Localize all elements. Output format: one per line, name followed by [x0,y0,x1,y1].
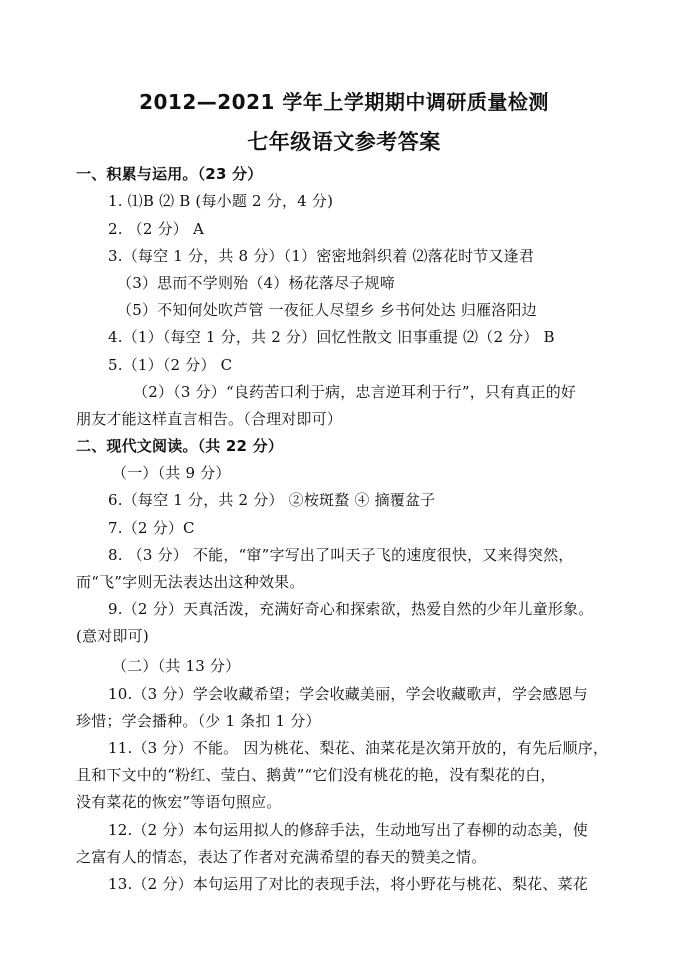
answer-line: (意对即可) [76,627,149,645]
answer-line: 9.（2 分）天真活泼，充满好奇心和探索欲，热爱自然的少年儿童形象。 [108,600,594,618]
answer-line: 且和下文中的“粉红、莹白、鹅黄”“它们没有桃花的艳，没有梨花的白， [76,766,556,784]
answer-line: 3.（每空 1 分，共 8 分）（1）密密地斜织着 ⑵落花时节又逢君 [108,247,535,265]
answer-line: 1. ⑴B ⑵ B (每小题 2 分，4 分) [108,192,334,210]
answer-line: 7.（2 分）C [108,519,195,537]
answer-line: 5.（1）（2 分） C [108,356,233,374]
answer-line: 6.（每空 1 分，共 2 分） ②桉斑蝥 ④ 摘覆盆子 [108,491,436,509]
answer-line: （3）思而不学则殆（4）杨花落尽子规啼 [117,274,395,292]
answer-line: （5）不知何处吹芦管 一夜征人尽望乡 乡书何处达 归雁洛阳边 [117,301,537,319]
answer-line: （2）（3 分）“良药苦口利于病，忠言逆耳利于行”，只有真正的好 [133,383,577,401]
answer-line: 10.（3 分）学会收藏希望；学会收藏美丽，学会收藏歌声，学会感恩与 [108,685,588,703]
answer-line: 而“飞”字则无法表达出这种效果。 [76,573,305,591]
subsection-heading: （一）（共 9 分） [112,464,231,482]
answer-line: 13.（2 分）本句运用了对比的表现手法，将小野花与桃花、梨花、菜花 [108,875,588,893]
answer-line: 没有菜花的恢宏”等语句照应。 [76,793,282,811]
document-subtitle: 七年级语文参考答案 [247,130,441,154]
answer-line: 11.（3 分）不能。 因为桃花、梨花、油菜花是次第开放的，有先后顺序， [108,739,609,757]
document-title: 2012—2021 学年上学期期中调研质量检测 [139,90,549,114]
answer-line: 8. （3 分） 不能，“窜”字写出了叫天子飞的速度很快，又来得突然， [108,546,574,564]
section-heading: 二、现代文阅读。（共 22 分） [76,437,284,455]
subsection-heading: （二）（共 13 分） [112,657,241,675]
answer-line: 4.（1）（每空 1 分，共 2 分）回忆性散文 旧事重提 ⑵（2 分） B [108,328,555,346]
answer-line: 2. （2 分） A [108,220,204,238]
answer-line: 12.（2 分）本句运用拟人的修辞手法，生动地写出了春柳的动态美，使 [108,821,588,839]
answer-line: 朋友才能这样直言相告。（合理对即可） [76,410,343,428]
answer-line: 之富有人的情态，表达了作者对充满希望的春天的赞美之情。 [76,848,487,866]
section-heading: 一、积累与运用。（23 分） [76,165,263,183]
answer-line: 珍惜；学会播种。（少 1 条扣 1 分） [76,712,321,730]
